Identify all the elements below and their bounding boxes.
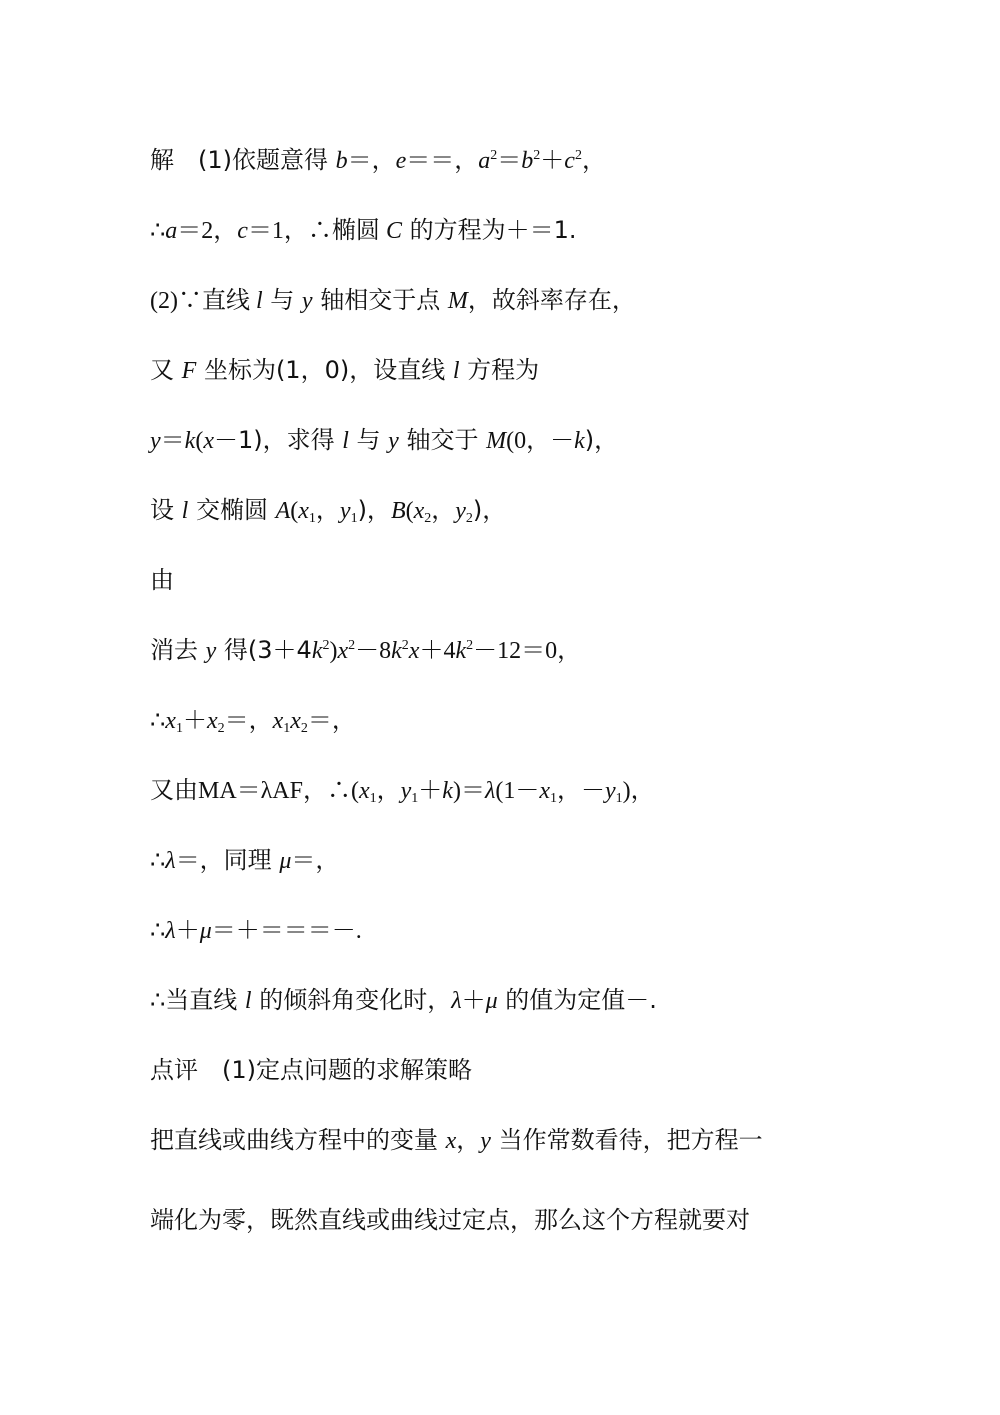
line-ellipse-equation: ∴a＝2，c＝1，∴椭圆 C 的方程为＋＝1.: [150, 216, 577, 244]
line-conclusion: ∴当直线 l 的倾斜角变化时，λ＋μ 的值为定值－.: [150, 986, 657, 1014]
line-intersection-points: 设 l 交椭圆 $A(x_1$，$y_1$)，$B(x_2$，$y_2$)，: [150, 496, 507, 526]
line-comment-text-1: 把直线或曲线方程中的变量 x，y 当作常数看待，把方程一: [150, 1126, 763, 1154]
line-lambda-mu: ∴λ＝，同理 μ＝，: [150, 846, 340, 874]
line-vector-relation: 又由MA＝λAF，$\therefore(x_1$，$y_1+k)=\lambda(1-x_1$，$-y_1$)，: [150, 776, 655, 806]
line-comment-text-2: 端化为零，既然直线或曲线过定点，那么这个方程就要对: [150, 1206, 750, 1234]
line-vieta: $\therefore x_1+x_2=$，$x_1x_2=$，: [150, 706, 356, 736]
line-from: 由: [150, 566, 174, 594]
line-lambda-plus-mu: ∴λ＋μ＝＋＝＝＝－.: [150, 916, 362, 944]
line-focus-coordinates: 又 F 坐标为(1，0)，设直线 l 方程为: [150, 356, 540, 384]
line-solution-part1: 解 (1)依题意得 b＝，e＝＝，$a^2=b^2+c^2$，: [150, 146, 606, 174]
line-comment-heading: 点评 (1)定点问题的求解策略: [150, 1056, 472, 1084]
line-line-equation: y＝k(x－1)，求得 l 与 y 轴交于 M(0，－k)，: [150, 426, 619, 454]
line-part2-intro: (2)∵直线 l 与 y 轴相交于点 M，故斜率存在，: [150, 286, 636, 314]
line-quadratic: 消去 y 得$(3+4k^2)x^2-8k^2x+4k^2-12=0$，: [150, 636, 582, 664]
